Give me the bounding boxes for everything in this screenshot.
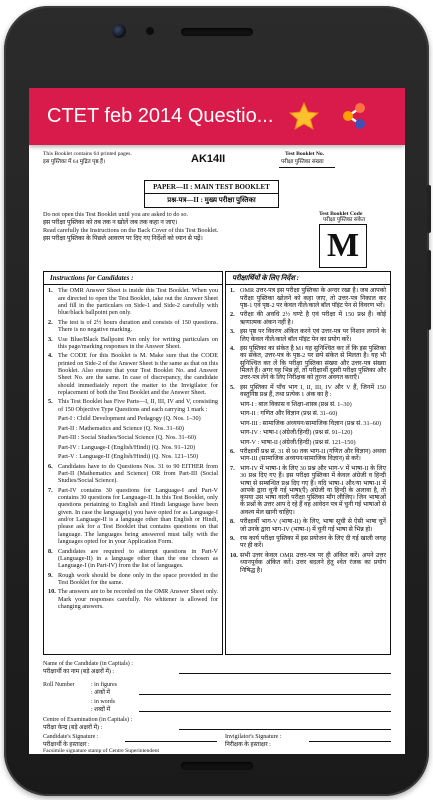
instruction-number: 9. [48, 571, 53, 579]
instructions-hindi [225, 271, 391, 655]
proximity-sensor [146, 27, 154, 35]
instruction-number: 8. [230, 518, 235, 526]
question-paper-page[interactable] [29, 145, 405, 754]
instruction-number [48, 434, 58, 441]
instruction-text: Candidates are required to attempt questions in Part-V (Language-II) in a language other than the one chosen as Language-I (in Part-IV) from the list of languages. [58, 547, 218, 570]
instruction-item [230, 535, 386, 550]
earpiece-speaker [181, 28, 253, 36]
instruction-text: परीक्षार्थी प्रश्न सं. 31 से 90 तक भाग-II (गणित और विज्ञान) अथवा भाग-III (सामाजिक अध्ययन/सामाजिक विज्ञान) से करें। [240, 448, 386, 463]
instruction-text: Part-III : Social Studies/Social Science (Q. Nos. 31–60) [58, 434, 196, 442]
instruction-number [48, 444, 58, 451]
instruction-text: इस पृष्ठ पर विवरण अंकित करने एवं उत्तर-पत्र पर निशान लगाने के लिए केवल नीले/काले बॉल पॉइंट पेन का प्रयोग करें। [240, 328, 386, 343]
instructions-english-list [44, 285, 222, 610]
instructions-hindi-list [226, 285, 390, 574]
do-not-open-note-hi: इस परीक्षा पुस्तिका को तब तक न खोलें जब तक कहा न जाए। [43, 219, 178, 226]
invigilator-signature-label-hi: निरीक्षक के हस्ताक्षर : [225, 742, 271, 748]
instruction-text: The test is of 2½ hours duration and consists of 150 questions. There is no negative marking. [58, 318, 218, 333]
instruction-number: 5. [48, 398, 53, 406]
instruction-item [48, 352, 218, 396]
instruction-text: इस पुस्तिका का संकेत है M। यह सुनिश्चित कर लें कि इस पुस्तिका का संकेत, उत्तर-पत्र के पृष्ठ-2 पर छपे संकेत से मिलता है। यह भी सुनिश्चित कर लें कि परीक्षा पुस्तिका संख्या और उत्तर-पत्र संख्या मिलते हैं। अगर यह भिन्न हों, तो परीक्षार्थी दूसरी परीक्षा पुस्तिका और उत्तर-पत्र लेने के लिए निरीक्षक को तुरन्त अवगत कराएँ। [240, 345, 386, 382]
instruction-number [48, 453, 58, 460]
instruction-text: Part-II : Mathematics and Science (Q. Nos. 31–60) [58, 424, 184, 432]
candidate-name-label-hi: परीक्षार्थी का नाम (बड़े अक्षरों में) : [43, 669, 115, 675]
booklet-code-box: M [319, 224, 367, 268]
booklet-no-line [279, 167, 335, 168]
instruction-item [230, 465, 386, 516]
app-screen [29, 88, 405, 754]
instruction-number: 6. [48, 462, 53, 470]
instruction-text: भाग-II : गणित और विज्ञान (प्रश्न सं. 31–60) [240, 410, 338, 418]
instruction-text: This Test Booklet has Five Parts—I, II, III, IV and V, consisting of 150 Objective Type Questions and each carrying 1 mark : [58, 398, 218, 413]
instruction-text: Part-V : Language-II (English/Hindi) (Q. Nos. 121–150) [58, 453, 199, 461]
roll-number-label: Roll Number [43, 682, 75, 688]
invigilator-signature-label: Invigilator's Signature : [225, 734, 282, 740]
instruction-item [230, 439, 386, 446]
instruction-item [230, 345, 386, 382]
roll-words-line [139, 711, 391, 712]
instruction-item [230, 384, 386, 399]
facsimile-label: Facsimile signature stamp of Centre Superintendent [43, 748, 160, 754]
instruction-number: 10. [230, 551, 238, 559]
instruction-item [48, 336, 218, 351]
instruction-item [48, 548, 218, 570]
instructions-hindi-title: परीक्षार्थियों के लिए निर्देश : [226, 272, 390, 285]
instruction-text: Part-I : Child Development and Pedagogy (Q. Nos. 1–30) [58, 415, 201, 423]
booklet-code-label: Test Booklet Code [319, 211, 363, 217]
instruction-item [48, 425, 218, 432]
app-title: CTET feb 2014 Questio... [47, 105, 274, 127]
instruction-number: 2. [230, 311, 235, 319]
instruction-text: परीक्षार्थी भाग-V (भाषा-II) के लिए, भाषा सूची से ऐसी भाषा चुनें जो उनके द्वारा भाग-IV (भाषा-I) में चुनी गई भाषा से भिन्न हो। [240, 518, 386, 533]
roll-number-figures-label: : in figures [91, 682, 117, 688]
instruction-item [48, 319, 218, 334]
read-instructions-note-hi: इस परीक्षा पुस्तिका के पिछले आवरण पर दिए गए निर्देशों को ध्यान से पढ़ें। [43, 235, 203, 242]
candidate-signature-label-hi: परीक्षार्थी के हस्ताक्षर : [43, 742, 90, 748]
instruction-number [230, 429, 240, 436]
paper-title-box [144, 180, 279, 208]
instruction-item [230, 429, 386, 436]
instructions-english [43, 271, 223, 655]
star-icon[interactable] [289, 101, 319, 131]
printed-pages-note: This Booklet contains 64 printed pages. [43, 151, 132, 157]
instruction-item [48, 487, 218, 546]
instruction-number: 1. [230, 287, 235, 295]
instruction-item [48, 588, 218, 610]
paper-title-en: PAPER—II : MAIN TEST BOOKLET [153, 183, 270, 191]
instruction-number: 7. [230, 464, 235, 472]
instruction-text: सभी उत्तर केवल OMR उत्तर-पत्र पर ही अंकित करें। अपने उत्तर ध्यानपूर्वक अंकित करें। उत्तर बदलने हेतु श्वेत रंजक का प्रयोग निषिद्ध है। [240, 551, 386, 574]
instruction-item [48, 434, 218, 441]
instruction-item [48, 463, 218, 485]
instruction-number: 4. [230, 345, 235, 352]
app-bar [29, 88, 405, 145]
instruction-text: भाग-III : सामाजिक अध्ययन/सामाजिक विज्ञान (प्रश्न सं. 31–60) [240, 419, 381, 427]
instruction-number: 8. [48, 547, 53, 555]
instruction-number: 5. [230, 383, 235, 391]
instruction-number [230, 410, 240, 417]
instruction-number: 6. [230, 448, 235, 456]
roll-number-words-label-hi: : शब्दों में [91, 707, 111, 713]
candidate-name-label: Name of the Candidate (in Capitals) : [43, 661, 133, 667]
instruction-text: भाग-IV में भाषा-I के लिए 30 प्रश्न और भाग-V में भाषा-II के लिए 30 प्रश्न दिए गए हैं। इस परीक्षा पुस्तिका में केवल अंग्रेजी व हिन्दी भाषा से सम्बन्धित प्रश्न दिए गए हैं। यदि भाषा-I और/या भाषा-II में आपके द्वारा चुनी गई भाषा(एँ) अंग्रेजी या हिन्दी के अलावा है, तो कृपया उस भाषा वाली परीक्षा पुस्तिका माँग लीजिए। जिन भाषाओं के प्रश्नों के उत्तर आप दे रहे हैं वह आवेदन पत्र में चुनी गई भाषाओं से अवश्य मेल खानी चाहिए। [240, 464, 386, 516]
instruction-number: 3. [48, 335, 53, 343]
roll-number-words-label: : in words [91, 699, 115, 705]
bottom-speaker [181, 762, 253, 770]
candidate-name-line [179, 673, 391, 674]
centre-label: Centre of Examination (in Capitals) : [43, 717, 133, 723]
instruction-text: रफ कार्य परीक्षा पुस्तिका में इस प्रयोजन के लिए दी गई खाली जगह पर ही करें। [240, 535, 386, 550]
instruction-item [48, 444, 218, 451]
instruction-text: Part-IV contains 30 questions for Language-I and Part-V contains 30 questions for Language-II. In this Test Booklet, only questions pertaining to English and Hindi language have been given. In case the language(s) you have opted for as Language-I and/or Language-II is a language other than English or Hindi, please ask for a Test Booklet that contains questions on that language. The languages being answered must tally with the languages opted for in your Application Form. [58, 486, 218, 545]
instruction-item [230, 401, 386, 408]
front-camera [112, 24, 126, 38]
instruction-text: Part-IV : Language-I (English/Hindi) (Q. Nos. 91–120) [58, 443, 196, 451]
instruction-text: Candidates have to do Questions Nos. 31 to 90 EITHER from Part-II (Mathematics and Science) OR from Part-III (Social Studies/Social Science). [58, 462, 218, 485]
instruction-item [230, 518, 386, 533]
instruction-number: 9. [230, 535, 235, 543]
instruction-text: Use Blue/Black Ballpoint Pen only for writing particulars on this page/marking responses in the Answer Sheet. [58, 335, 218, 350]
candidate-signature-label: Candidate's Signature : [43, 734, 99, 740]
volume-button [427, 250, 431, 330]
instruction-text: इस पुस्तिका में पाँच भाग I, II, III, IV और V हैं, जिनमें 150 वस्तुनिष्ठ प्रश्न हैं, तथा प्रत्येक 1 अंक का है : [240, 383, 386, 399]
paper-title-hi: प्रश्न-पत्र—II : मुख्य परीक्षा पुस्तिका [145, 193, 278, 206]
instruction-item [48, 398, 218, 413]
instruction-text: OMR उत्तर-पत्र इस परीक्षा पुस्तिका के अन्दर रखा है। जब आपको परीक्षा पुस्तिका खोलने को कहा जाए, तो उत्तर-पत्र निकाल कर पृष्ठ-1 एवं पृष्ठ-2 पर केवल नीले/काले बॉल पॉइंट पेन से विवरण भरें। [240, 287, 386, 309]
instruction-item [48, 453, 218, 460]
instruction-item [48, 572, 218, 587]
test-booklet-no-label: Test Booklet No. [285, 151, 325, 157]
instruction-number [230, 439, 240, 446]
centre-label-hi: परीक्षा केन्द्र (बड़े अक्षरों में) : [43, 725, 103, 731]
instruction-item [48, 287, 218, 316]
instruction-text: The answers are to be recorded on the OMR Answer Sheet only. Mark your responses carefully. No whitener is allowed for changing answers. [58, 588, 218, 611]
instruction-item [230, 410, 386, 417]
instruction-number: 3. [230, 328, 235, 336]
instruction-number [48, 415, 58, 422]
instruction-text: भाग-I : बाल विकास व शिक्षा-शास्त्र (प्रश्न सं. 1–30) [240, 400, 352, 408]
instruction-item [48, 415, 218, 422]
instructions-english-title: Instructions for Candidates : [44, 272, 222, 285]
printed-pages-note-hi: इस पुस्तिका में 64 मुद्रित पृष्ठ हैं। [43, 159, 106, 165]
instruction-item [230, 420, 386, 427]
instruction-item [230, 328, 386, 343]
instruction-number [48, 425, 58, 432]
instruction-text: परीक्षा की अवधि 2½ घण्टे है एवं परीक्षा में 150 प्रश्न हैं। कोई ऋणात्मक अंकन नहीं है। [240, 311, 386, 326]
instruction-number: 1. [48, 287, 53, 295]
instruction-text: The CODE for this Booklet is M. Make sure that the CODE printed on Side-2 of the Answer Sheet is the same as that on this Booklet. Also ensure that your Test Booklet No. and Answer Sheet No. are the same. In case of discrepancy, the candidate should immediately report the matter to the Invigilator for replacement of both the Test Booklet and the Answer Sheet. [58, 352, 218, 396]
instruction-number [230, 420, 240, 427]
instruction-item [230, 448, 386, 463]
instruction-item [230, 287, 386, 309]
do-not-open-note: Do not open this Test Booklet until you are asked to do so. [43, 211, 189, 218]
instruction-number: 2. [48, 318, 53, 326]
booklet-code-label-hi: परीक्षा पुस्तिका संकेत [323, 217, 366, 223]
paper-code: AK14II [191, 153, 226, 165]
roll-figures-line [139, 694, 391, 695]
centre-line [179, 729, 391, 730]
instruction-number: 10. [48, 588, 56, 596]
instruction-text: भाग-V : भाषा-II (अंग्रेजी/हिन्दी) (प्रश्न सं. 121–150) [240, 438, 356, 446]
instruction-item [230, 552, 386, 574]
instruction-number: 4. [48, 352, 53, 360]
test-booklet-no-label-hi: परीक्षा पुस्तिका संख्या [281, 159, 324, 165]
instruction-item [230, 311, 386, 326]
instruction-text: भाग-IV : भाषा-I (अंग्रेजी/हिन्दी) (प्रश्न सं. 91–120) [240, 429, 353, 437]
roll-number-figures-label-hi: : अंकों में [91, 690, 111, 696]
invigilator-signature-line [309, 741, 391, 742]
read-instructions-note: Read carefully the Instructions on the Back Cover of this Test Booklet. [43, 227, 219, 234]
instruction-number [230, 401, 240, 408]
share-icon[interactable] [339, 101, 369, 131]
candidate-signature-line [125, 741, 217, 742]
instruction-text: Rough work should be done only in the space provided in the Test Booklet for the same. [58, 571, 218, 586]
instruction-number: 7. [48, 486, 53, 494]
power-button [427, 185, 431, 233]
instruction-text: The OMR Answer Sheet is inside this Test Booklet. When you are directed to open the Test Booklet, take out the Answer Sheet and fill in the particulars on Side-1 and Side-2 carefully with blue/black ballpoint pen only. [58, 287, 218, 317]
